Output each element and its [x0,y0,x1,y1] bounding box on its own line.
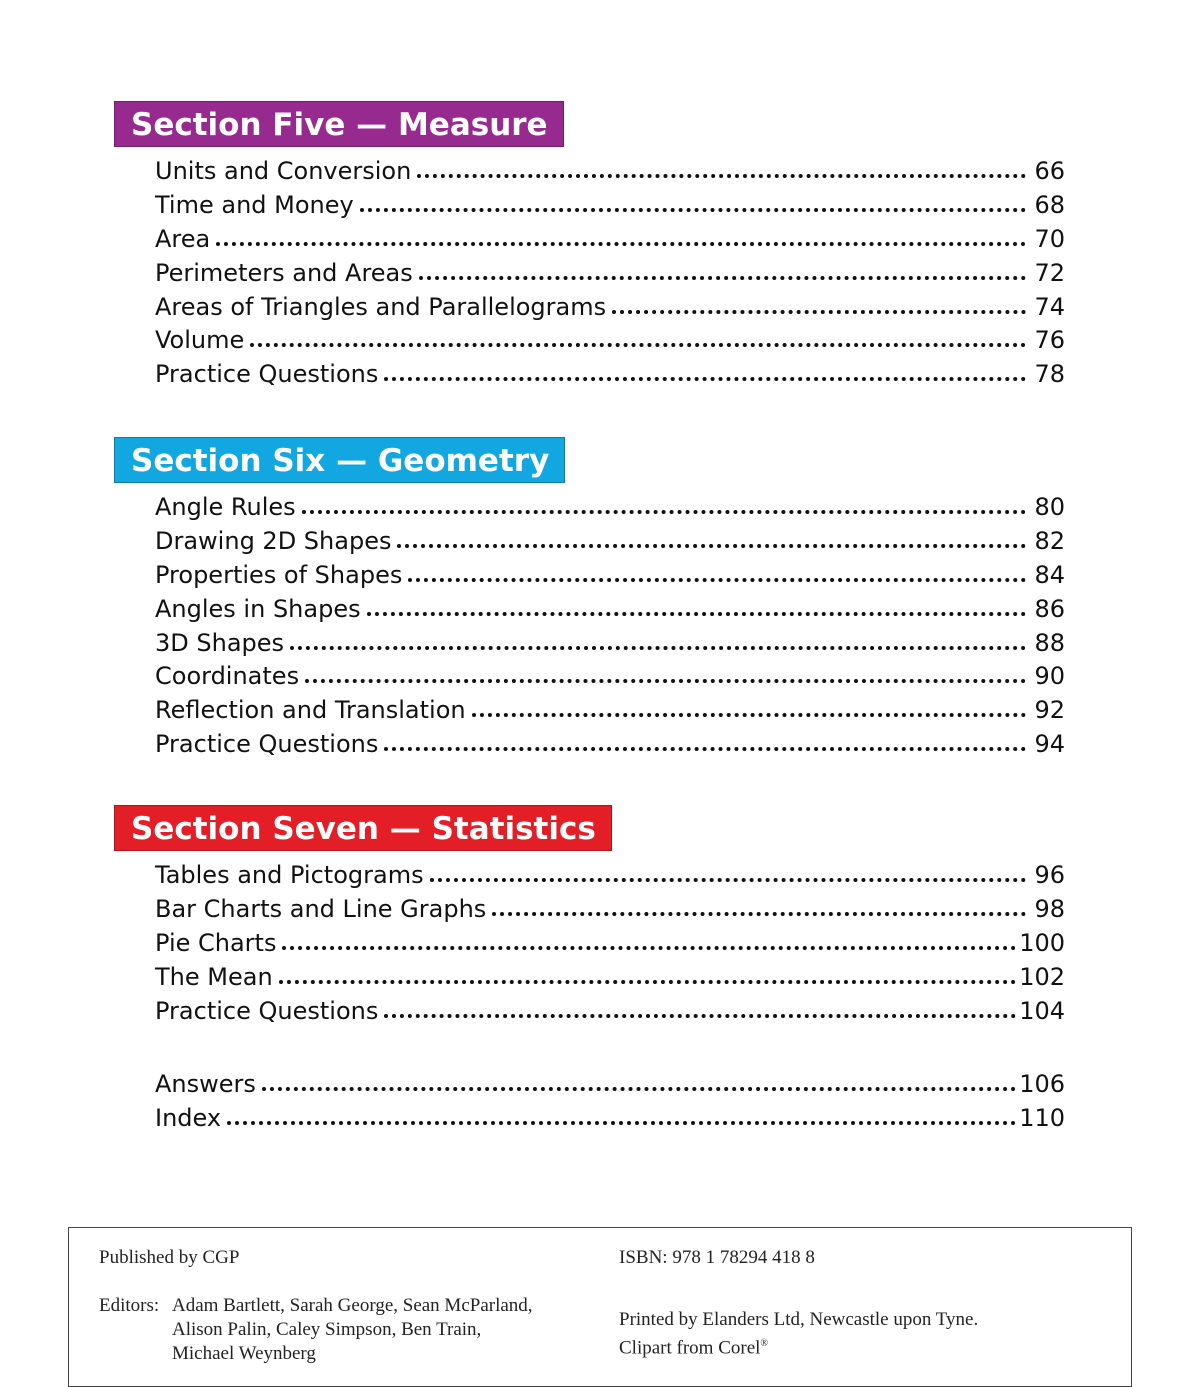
toc-entry-title: Practice Questions [155,996,379,1025]
toc-entry-title: Bar Charts and Line Graphs [155,894,487,923]
clipart-text: Clipart from Corel [619,1337,761,1359]
toc-entry[interactable] [155,293,1065,327]
imprint-left-column [99,1246,569,1366]
section-six [114,437,1065,764]
section-five [114,101,1065,394]
toc-entry-page: 90 [1034,662,1065,691]
toc-entry-page: 76 [1034,326,1065,355]
toc-entry-page: 102 [1019,962,1065,991]
dot-leader [417,170,1026,178]
toc-entry[interactable] [155,527,1065,561]
toc-entry-title: Perimeters and Areas [155,258,413,287]
editors-names: Adam Bartlett, Sarah George, Sean McParland, [172,1295,533,1316]
toc-list [155,493,1065,764]
dot-leader [408,574,1026,582]
toc-entry[interactable] [155,895,1065,929]
dot-leader [282,942,1016,950]
editors-label: Editors: [99,1295,160,1316]
dot-leader [384,743,1026,751]
dot-leader [419,272,1026,280]
toc-entry-title: The Mean [155,962,273,991]
editors-line: Alison Palin, Caley Simpson, Ben Train, [172,1319,482,1340]
toc-entry-title: Volume [155,326,245,355]
toc-entry-page: 92 [1034,696,1065,725]
dot-leader [360,204,1026,212]
dot-leader [397,540,1026,548]
toc-entry[interactable] [155,595,1065,629]
dot-leader [302,506,1026,514]
toc-entry-page: 78 [1034,360,1065,389]
publisher-line: Published by CGP [99,1247,240,1268]
toc-entry[interactable] [155,493,1065,527]
toc-entry-page: 80 [1034,493,1065,521]
toc-entry-page: 68 [1034,190,1065,219]
toc-entry-title: Area [155,224,211,253]
toc-entry[interactable] [155,259,1065,293]
toc-entry[interactable] [155,861,1065,895]
toc-entry[interactable] [155,225,1065,259]
toc-entry-title: Units and Conversion [155,157,412,185]
isbn-line: ISBN: 978 1 78294 418 8 [619,1247,815,1268]
toc-entry[interactable] [155,662,1065,696]
toc-entry-title: Angle Rules [155,493,296,521]
toc-entry[interactable] [155,963,1065,997]
toc-entry[interactable] [155,191,1065,225]
dot-leader [384,373,1026,381]
dot-leader [472,709,1026,717]
editors-line: Michael Weynberg [172,1343,316,1364]
toc-entry[interactable] [155,929,1065,963]
dot-leader [227,1117,1016,1125]
dot-leader [290,642,1026,650]
dot-leader [612,306,1026,314]
imprint-box [68,1227,1132,1387]
toc-entry-page: 88 [1034,628,1065,657]
toc-entry[interactable] [155,561,1065,595]
toc-entry-title: Practice Questions [155,360,379,389]
toc-entry-page: 82 [1034,526,1065,555]
dot-leader [367,608,1026,616]
section-heading: Section Five — Measure [114,101,564,147]
toc-entry-page: 70 [1034,224,1065,253]
toc-entry-title: 3D Shapes [155,628,285,657]
toc-entry-title: Reflection and Translation [155,696,466,725]
dot-leader [216,238,1026,246]
toc-entry-title: Coordinates [155,662,300,691]
dot-leader [262,1083,1016,1091]
toc-entry-page: 110 [1019,1103,1065,1132]
toc-entry-page: 106 [1019,1070,1065,1098]
toc-entry-page: 100 [1019,928,1065,957]
toc-entry-page: 84 [1034,560,1065,589]
toc-entry-title: Time and Money [155,190,354,219]
imprint-right-column [619,1246,1099,1359]
toc-entry-page: 74 [1034,292,1065,321]
toc-entry-page: 86 [1034,594,1065,623]
toc-entry-page: 98 [1034,894,1065,923]
dot-leader [305,675,1026,683]
printer-line: Printed by Elanders Ltd, Newcastle upon Tyne. [619,1309,979,1330]
registered-mark: ® [760,1338,769,1349]
dot-leader [279,976,1017,984]
toc-entry-page: 96 [1034,861,1065,889]
section-heading: Section Seven — Statistics [114,805,612,851]
dot-leader [430,874,1026,882]
toc-entry-page: 104 [1019,996,1065,1025]
editors-line [99,1294,569,1318]
toc-entry-title: Drawing 2D Shapes [155,526,392,555]
toc-entry[interactable] [155,696,1065,730]
toc-entry[interactable] [155,997,1065,1031]
toc-entry-title: Index [155,1103,222,1132]
clipart-line [619,1332,1099,1359]
section-heading: Section Six — Geometry [114,437,565,483]
toc-entry[interactable] [155,629,1065,663]
toc-list [155,157,1065,394]
toc-entry[interactable] [155,360,1065,394]
toc-entry-title: Angles in Shapes [155,594,361,623]
toc-entry-page: 94 [1034,730,1065,759]
toc-entry-title: Practice Questions [155,730,379,759]
toc-entry-title: Tables and Pictograms [155,861,424,889]
toc-entry-title: Answers [155,1070,256,1098]
toc-entry[interactable] [155,730,1065,764]
toc-list [155,861,1065,1030]
toc-entry-answers[interactable] [155,1070,1065,1104]
toc-entry-index[interactable] [155,1104,1065,1138]
toc-entry-title: Areas of Triangles and Parallelograms [155,292,607,321]
toc-entry[interactable] [155,157,1065,191]
toc-entry-page: 66 [1034,157,1065,185]
toc-entry-page: 72 [1034,258,1065,287]
toc-entry-title: Properties of Shapes [155,560,403,589]
dot-leader [384,1010,1016,1018]
dot-leader [492,908,1026,916]
dot-leader [250,339,1026,347]
section-seven [114,805,1065,1030]
toc-entry[interactable] [155,326,1065,360]
toc-entry-title: Pie Charts [155,928,277,957]
toc-extra-list [155,1070,1065,1138]
